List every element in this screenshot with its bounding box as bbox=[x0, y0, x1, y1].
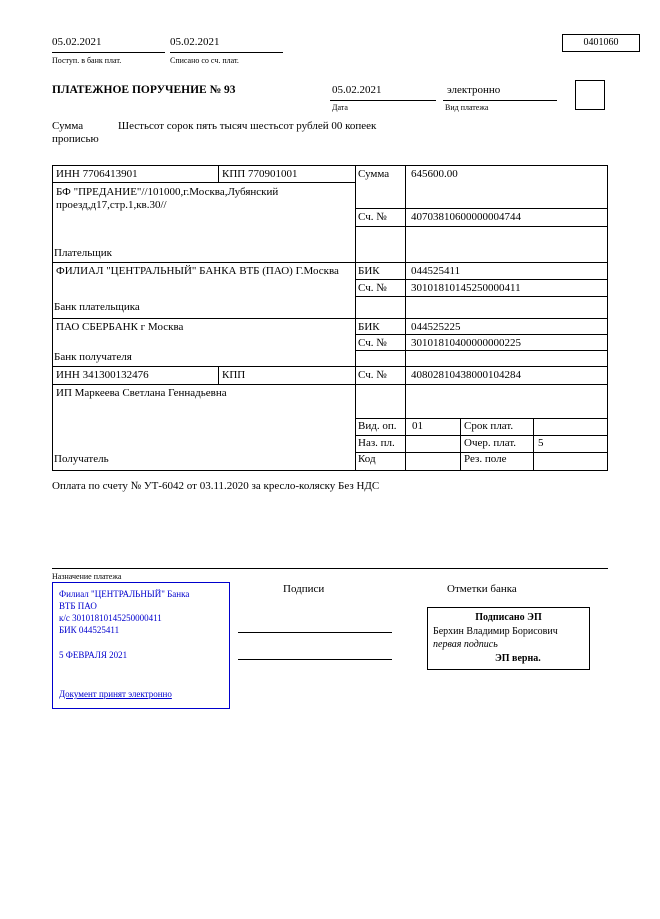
payee-bank-bik-label: БИК bbox=[358, 321, 380, 333]
esign-box bbox=[427, 607, 590, 670]
payer-name: БФ "ПРЕДАНИЕ"//101000,г.Москва,Лубянский проезд,д17,стр.1,кв.30// bbox=[56, 186, 279, 211]
signatures-heading: Подписи bbox=[283, 583, 325, 595]
payee-inn: ИНН 341300132476 bbox=[56, 369, 149, 381]
divider bbox=[460, 418, 461, 470]
vid-op-label: Вид. оп. bbox=[358, 420, 397, 432]
bank-marks-heading: Отметки банка bbox=[447, 583, 517, 595]
form-code: 0401060 bbox=[583, 37, 619, 48]
divider bbox=[355, 165, 356, 470]
payer-bank-bik-label: БИК bbox=[358, 265, 380, 277]
divider bbox=[218, 366, 219, 384]
divider bbox=[52, 165, 53, 470]
payee-account: 40802810438000104284 bbox=[411, 369, 521, 381]
payer-bank-name: ФИЛИАЛ "ЦЕНТРАЛЬНЫЙ" БАНКА ВТБ (ПАО) Г.Москва bbox=[56, 265, 339, 277]
document-date-label: Дата bbox=[332, 103, 348, 112]
divider bbox=[52, 165, 608, 166]
payee-section-label: Получатель bbox=[54, 453, 109, 465]
received-date-label: Поступ. в банк плат. bbox=[52, 56, 122, 65]
status-box bbox=[575, 80, 605, 110]
payment-purpose-label: Назначение платежа bbox=[52, 572, 122, 581]
divider bbox=[355, 296, 608, 297]
payee-bank-bik: 044525225 bbox=[411, 321, 461, 333]
payer-inn: ИНН 7706413901 bbox=[56, 168, 138, 180]
srok-plat-label: Срок плат. bbox=[464, 420, 514, 432]
sum-value: 645600.00 bbox=[411, 168, 458, 180]
divider bbox=[533, 418, 534, 470]
signature-line bbox=[238, 632, 392, 633]
payment-type-label: Вид платежа bbox=[445, 103, 489, 112]
payee-kpp: КПП bbox=[222, 369, 246, 381]
document-date: 05.02.2021 bbox=[332, 84, 382, 96]
written-off-date-label: Списано со сч. плат. bbox=[170, 56, 239, 65]
stamp-line: БИК 044525411 bbox=[59, 625, 120, 635]
esign-title: Подписано ЭП bbox=[475, 612, 542, 623]
kod-label: Код bbox=[358, 453, 376, 465]
payee-bank-account-label: Сч. № bbox=[358, 337, 387, 349]
divider bbox=[52, 262, 608, 263]
divider bbox=[355, 435, 608, 436]
divider bbox=[52, 568, 608, 569]
ocher-plat-label: Очер. плат. bbox=[464, 437, 517, 449]
divider bbox=[355, 226, 608, 227]
vid-op-value: 01 bbox=[412, 420, 423, 432]
payer-bank-account: 30101810145250000411 bbox=[411, 282, 521, 294]
ocher-plat-value: 5 bbox=[538, 437, 544, 449]
sum-label: Сумма bbox=[358, 168, 390, 180]
divider bbox=[218, 165, 219, 182]
payee-name: ИП Маркеева Светлана Геннадьевна bbox=[56, 387, 227, 399]
written-off-date: 05.02.2021 bbox=[170, 36, 220, 48]
payment-purpose: Оплата по счету № УТ-6042 от 03.11.2020 за кресло-коляску Без НДС bbox=[52, 480, 380, 492]
signature-line bbox=[238, 659, 392, 660]
esign-verified: ЭП верна. bbox=[495, 652, 541, 664]
divider bbox=[170, 52, 283, 53]
bank-stamp-box bbox=[52, 582, 230, 709]
stamp-date: 5 ФЕВРАЛЯ 2021 bbox=[59, 650, 128, 660]
received-date: 05.02.2021 bbox=[52, 36, 102, 48]
stamp-line: ВТБ ПАО bbox=[59, 601, 97, 611]
stamp-note: Документ принят электронно bbox=[59, 689, 172, 699]
divider bbox=[330, 100, 436, 101]
divider bbox=[355, 208, 608, 209]
divider bbox=[52, 366, 608, 367]
divider bbox=[355, 418, 608, 419]
payee-bank-section-label: Банк получателя bbox=[54, 351, 132, 363]
stamp-line: к/с 30101810145250000411 bbox=[59, 613, 162, 623]
divider bbox=[405, 165, 406, 470]
divider bbox=[443, 100, 557, 101]
esign-signer: Берхин Владимир Борисович bbox=[433, 625, 558, 637]
esign-role: первая подпись bbox=[433, 639, 498, 650]
payee-bank-name: ПАО СБЕРБАНК г Москва bbox=[56, 321, 184, 333]
payer-bank-bik: 044525411 bbox=[411, 265, 461, 277]
divider bbox=[52, 52, 165, 53]
divider bbox=[607, 165, 608, 470]
payment-type: электронно bbox=[447, 84, 501, 96]
document-title: ПЛАТЕЖНОЕ ПОРУЧЕНИЕ № 93 bbox=[52, 84, 236, 96]
divider bbox=[52, 384, 608, 385]
payer-bank-section-label: Банк плательщика bbox=[54, 301, 140, 313]
divider bbox=[355, 279, 608, 280]
rez-pole-label: Рез. поле bbox=[464, 453, 507, 465]
amount-words-value: Шестьсот сорок пять тысяч шестьсот рублей 00 копеек bbox=[118, 120, 377, 132]
naz-pl-label: Наз. пл. bbox=[358, 437, 395, 449]
divider bbox=[52, 470, 608, 471]
payer-kpp: КПП 770901001 bbox=[222, 168, 298, 180]
divider bbox=[355, 334, 608, 335]
divider bbox=[52, 182, 355, 183]
payer-section-label: Плательщик bbox=[54, 247, 112, 259]
amount-words-label: Сумма прописью bbox=[52, 120, 99, 145]
payer-account-label: Сч. № bbox=[358, 211, 387, 223]
divider bbox=[355, 350, 608, 351]
payee-bank-account: 30101810400000000225 bbox=[411, 337, 521, 349]
payee-account-label: Сч. № bbox=[358, 369, 387, 381]
form-code-box bbox=[562, 34, 640, 52]
payer-account: 40703810600000004744 bbox=[411, 211, 521, 223]
divider bbox=[52, 318, 608, 319]
stamp-line: Филиал "ЦЕНТРАЛЬНЫЙ" Банка bbox=[59, 589, 190, 599]
payer-bank-account-label: Сч. № bbox=[358, 282, 387, 294]
